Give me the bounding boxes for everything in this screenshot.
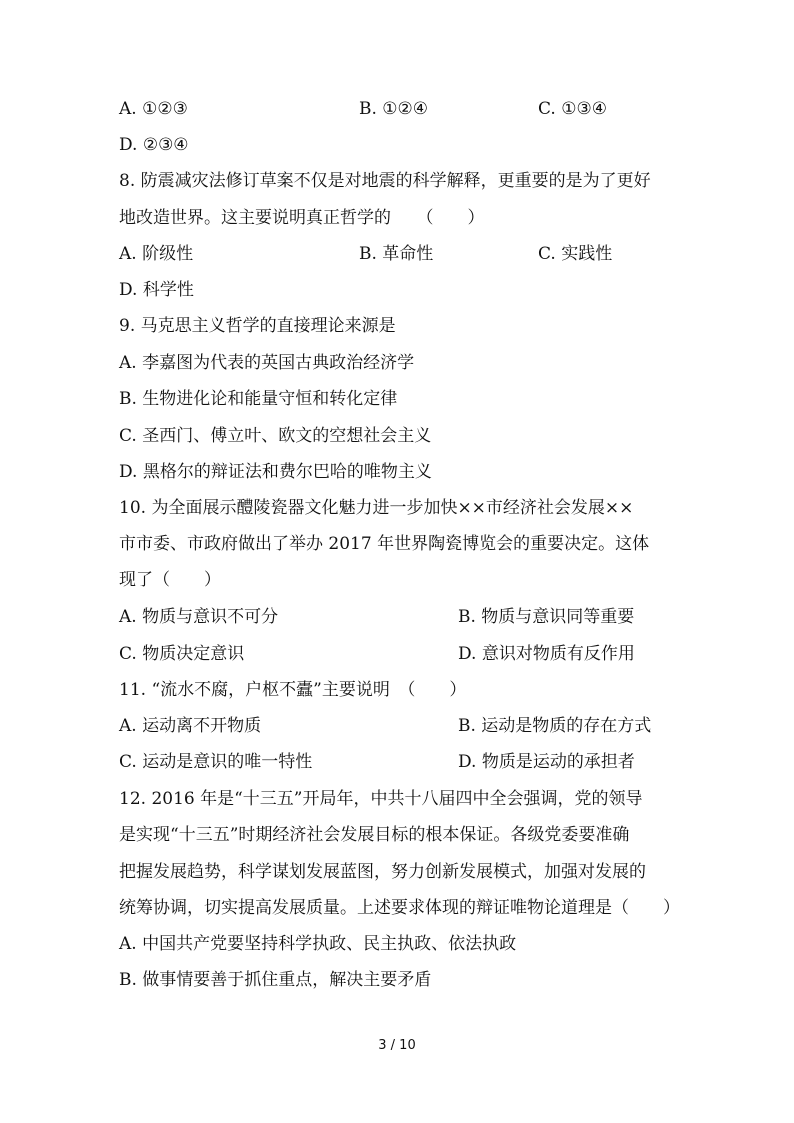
q8-option-a: A. 阶级性 xyxy=(119,244,194,264)
q8-option-d: D. 科学性 xyxy=(119,280,194,300)
q11-option-a: A. 运动离不开物质 xyxy=(119,716,262,736)
q12-option-a: A. 中国共产党要坚持科学执政、民主执政、依法执政 xyxy=(119,934,517,954)
q12-option-b: B. 做事情要善于抓住重点，解决主要矛盾 xyxy=(119,970,432,990)
q9-option-d: D. 黑格尔的辩证法和费尔巴哈的唯物主义 xyxy=(119,462,432,482)
q7-option-d: D. ②③④ xyxy=(119,135,189,155)
q10-stem-line2: 市市委、市政府做出了举办 2017 年世界陶瓷博览会的重要决定。这体 xyxy=(119,534,650,554)
q9-option-b: B. 生物进化论和能量守恒和转化定律 xyxy=(119,389,398,409)
q12-stem-line2: 是实现“十三五”时期经济社会发展目标的根本保证。各级党委要准确 xyxy=(119,825,630,845)
q9-stem: 9. 马克思主义哲学的直接理论来源是 xyxy=(119,316,396,336)
q11-stem: 11. “流水不腐，户枢不蠹”主要说明 （ ） xyxy=(119,680,467,700)
q10-option-d: D. 意识对物质有反作用 xyxy=(458,644,635,664)
q7-option-c: C. ①③④ xyxy=(538,99,607,119)
q11-option-c: C. 运动是意识的唯一特性 xyxy=(119,752,313,772)
q8-stem-line2: 地改造世界。这主要说明真正哲学的 （ ） xyxy=(119,208,485,228)
q7-option-a: A. ①②③ xyxy=(119,99,188,119)
q12-stem-line4: 统筹协调，切实提高发展质量。上述要求体现的辩证唯物论道理是（ ） xyxy=(119,898,680,918)
q10-option-b: B. 物质与意识同等重要 xyxy=(458,607,635,627)
q8-stem-line1: 8. 防震减灾法修订草案不仅是对地震的科学解释，更重要的是为了更好 xyxy=(119,171,651,191)
q10-stem-line1: 10. 为全面展示醴陵瓷器文化魅力进一步加快××市经济社会发展×× xyxy=(119,498,634,518)
q9-option-a: A. 李嘉图为代表的英国古典政治经济学 xyxy=(119,353,415,373)
page-number: 3 / 10 xyxy=(378,1038,416,1053)
q11-option-d: D. 物质是运动的承担者 xyxy=(458,752,635,772)
q12-stem-line3: 把握发展趋势，科学谋划发展蓝图，努力创新发展模式，加强对发展的 xyxy=(119,862,646,882)
q7-option-b: B. ①②④ xyxy=(359,99,429,119)
q8-option-b: B. 革命性 xyxy=(359,244,434,264)
q10-option-a: A. 物质与意识不可分 xyxy=(119,607,279,627)
q8-option-c: C. 实践性 xyxy=(538,244,613,264)
q12-stem-line1: 12. 2016 年是“十三五”开局年，中共十八届四中全会强调，党的领导 xyxy=(119,789,643,809)
q10-option-c: C. 物质决定意识 xyxy=(119,644,245,664)
q11-option-b: B. 运动是物质的存在方式 xyxy=(458,716,652,736)
q10-stem-line3: 现了（ ） xyxy=(119,570,221,590)
q9-option-c: C. 圣西门、傅立叶、欧文的空想社会主义 xyxy=(119,426,432,446)
